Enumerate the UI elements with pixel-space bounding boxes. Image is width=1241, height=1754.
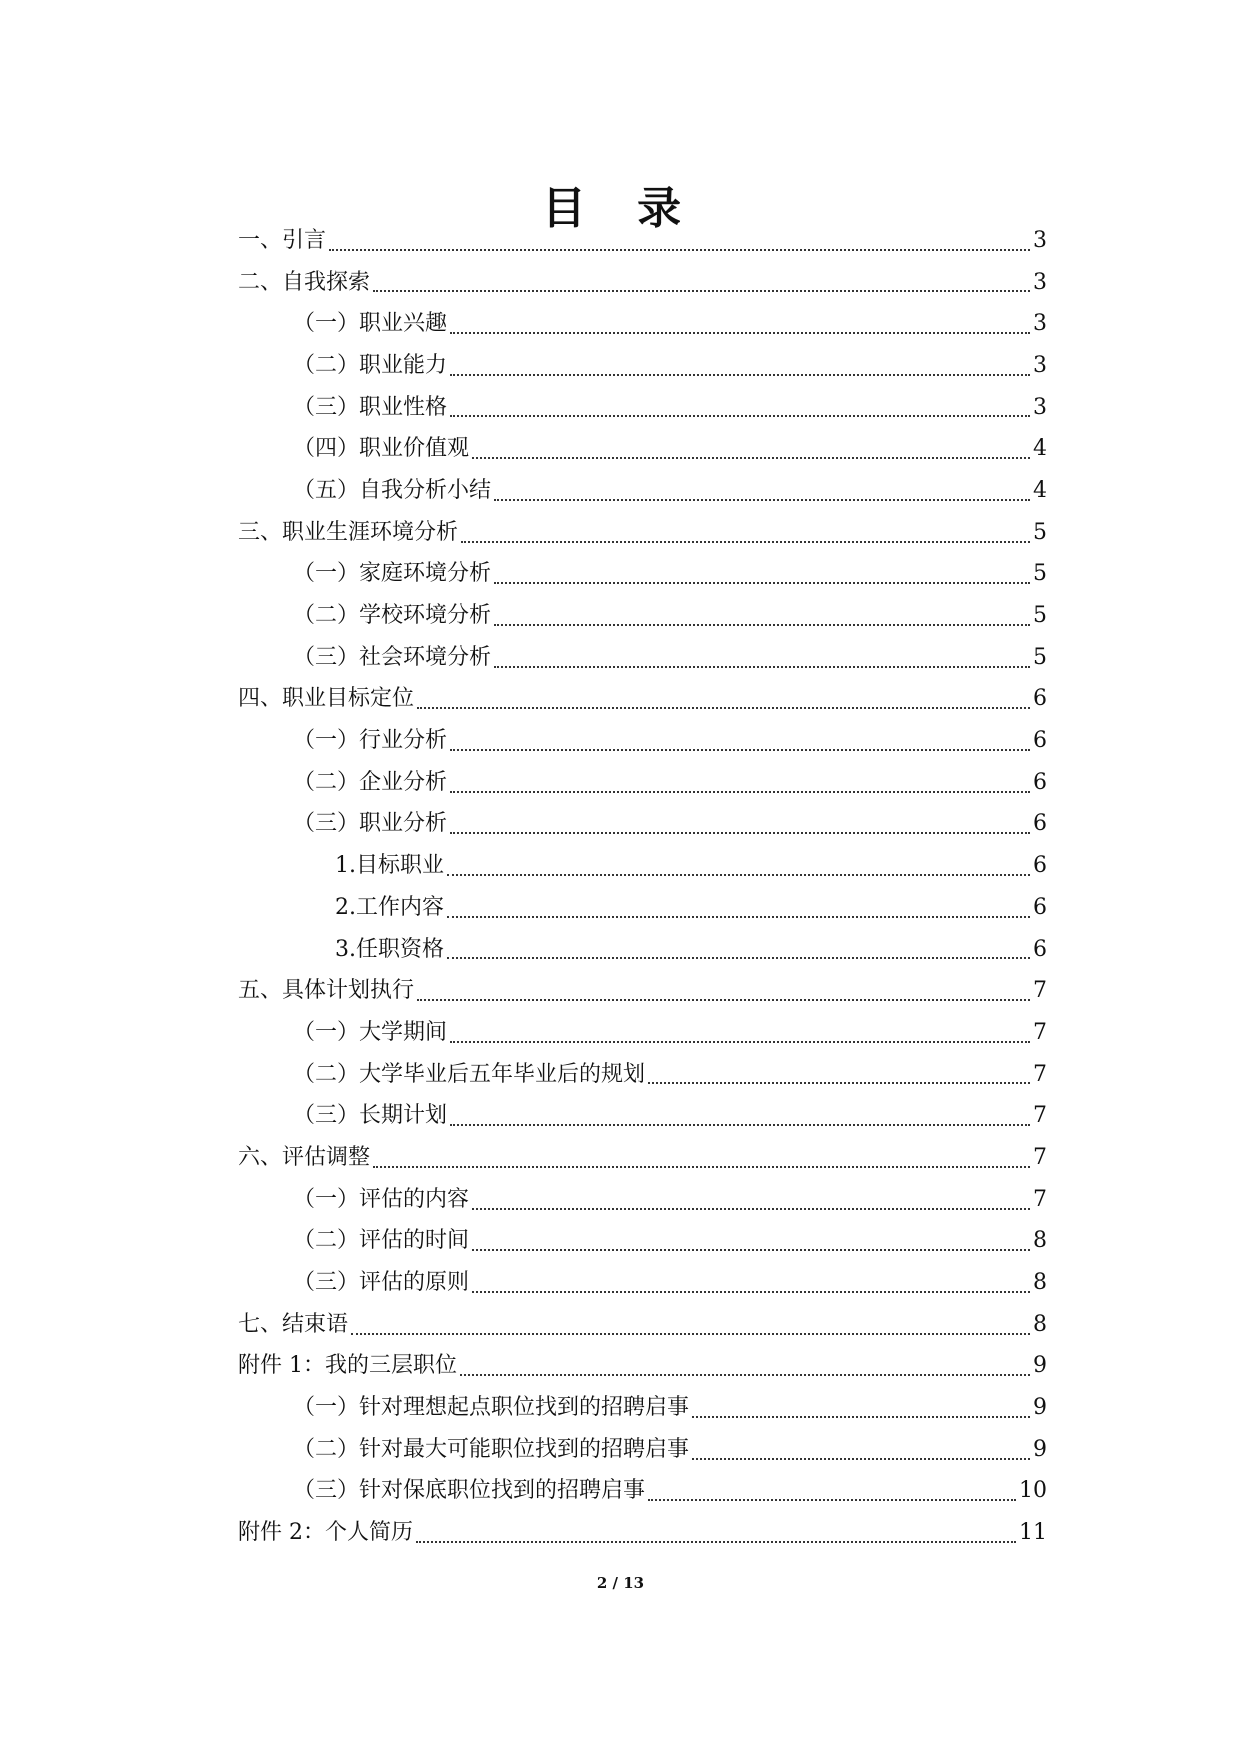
dot-leader: [417, 707, 1030, 709]
toc-entry[interactable]: [238, 1346, 1047, 1388]
toc-entry-page-number: 6: [1033, 769, 1047, 795]
toc-entry-page-number: 8: [1033, 1311, 1047, 1337]
toc-entry-page-number: 5: [1033, 644, 1047, 670]
dot-leader: [450, 791, 1030, 793]
toc-entry[interactable]: [238, 1262, 1047, 1304]
toc-entry-title: （四）职业价值观: [293, 436, 470, 462]
toc-entry[interactable]: [238, 1179, 1047, 1221]
dot-leader: [450, 1041, 1030, 1043]
toc-entry-page-number: 5: [1033, 561, 1047, 587]
dot-leader: [494, 582, 1030, 584]
toc-entry-page-number: 3: [1033, 311, 1047, 337]
toc-entry[interactable]: [238, 470, 1047, 512]
toc-entry[interactable]: [238, 428, 1047, 470]
toc-entry-page-number: 3: [1033, 227, 1047, 253]
toc-entry-page-number: 9: [1033, 1353, 1047, 1379]
dot-leader: [450, 749, 1030, 751]
dot-leader: [450, 332, 1030, 334]
toc-entry-title: （一）家庭环境分析: [293, 561, 492, 587]
toc-entry-page-number: 4: [1033, 477, 1047, 503]
toc-entry[interactable]: [238, 1304, 1047, 1346]
dot-leader: [494, 624, 1030, 626]
toc-entry-title: （五）自我分析小结: [293, 477, 492, 503]
toc-entry[interactable]: [238, 1012, 1047, 1054]
toc-entry-title: （二）大学毕业后五年毕业后的规划: [293, 1061, 646, 1087]
toc-entry[interactable]: [238, 512, 1047, 554]
dot-leader: [472, 1291, 1030, 1293]
table-of-contents: [238, 220, 1047, 1554]
toc-entry-title: （二）学校环境分析: [293, 603, 492, 629]
dot-leader: [648, 1499, 1016, 1501]
toc-entry[interactable]: [238, 804, 1047, 846]
toc-entry[interactable]: [238, 845, 1047, 887]
toc-entry-title: 五、具体计划执行: [238, 978, 415, 1004]
page-number-footer: 2 / 13: [596, 1574, 645, 1592]
toc-entry[interactable]: [238, 262, 1047, 304]
toc-entry[interactable]: [238, 554, 1047, 596]
dot-leader: [351, 1333, 1030, 1335]
toc-entry[interactable]: [238, 1095, 1047, 1137]
toc-entry[interactable]: [238, 595, 1047, 637]
toc-entry-title: （三）社会环境分析: [293, 644, 492, 670]
toc-entry-title: 附件 1：我的三层职位: [238, 1353, 457, 1379]
dot-leader: [373, 1166, 1030, 1168]
toc-entry[interactable]: [238, 637, 1047, 679]
toc-entry-page-number: 7: [1033, 1019, 1047, 1045]
toc-entry-title: （二）评估的时间: [293, 1228, 470, 1254]
toc-entry-title: （三）评估的原则: [293, 1270, 470, 1296]
dot-leader: [447, 957, 1030, 959]
toc-entry-title: 2.工作内容: [335, 894, 444, 920]
toc-entry[interactable]: [238, 720, 1047, 762]
dot-leader: [494, 666, 1030, 668]
toc-entry-page-number: 6: [1033, 686, 1047, 712]
toc-entry-page-number: 11: [1019, 1520, 1047, 1546]
toc-entry[interactable]: [238, 1387, 1047, 1429]
toc-entry-page-number: 6: [1033, 936, 1047, 962]
toc-entry-title: 三、职业生涯环境分析: [238, 519, 459, 545]
toc-entry-title: （三）针对保底职位找到的招聘启事: [293, 1478, 646, 1504]
dot-leader: [472, 457, 1030, 459]
toc-entry-page-number: 6: [1033, 811, 1047, 837]
toc-entry-title: （二）职业能力: [293, 352, 448, 378]
dot-leader: [416, 1541, 1016, 1543]
toc-entry[interactable]: [238, 1429, 1047, 1471]
toc-entry[interactable]: [238, 887, 1047, 929]
dot-leader: [460, 1374, 1030, 1376]
toc-entry[interactable]: [238, 220, 1047, 262]
toc-entry-page-number: 8: [1033, 1228, 1047, 1254]
toc-entry-page-number: 9: [1033, 1395, 1047, 1421]
dot-leader: [417, 999, 1030, 1001]
toc-entry-title: （一）评估的内容: [293, 1186, 470, 1212]
toc-entry-title: （三）职业性格: [293, 394, 448, 420]
dot-leader: [373, 290, 1030, 292]
toc-entry-title: 四、职业目标定位: [238, 686, 415, 712]
toc-entry[interactable]: [238, 970, 1047, 1012]
dot-leader: [329, 249, 1030, 251]
dot-leader: [447, 874, 1030, 876]
dot-leader: [692, 1416, 1030, 1418]
toc-entry-title: （三）职业分析: [293, 811, 448, 837]
toc-entry-title: （三）长期计划: [293, 1103, 448, 1129]
toc-entry-page-number: 3: [1033, 352, 1047, 378]
toc-entry-page-number: 3: [1033, 269, 1047, 295]
toc-entry-title: 一、引言: [238, 227, 327, 253]
toc-entry-page-number: 6: [1033, 728, 1047, 754]
dot-leader: [692, 1458, 1030, 1460]
toc-entry-title: 3.任职资格: [335, 936, 444, 962]
toc-entry-page-number: 4: [1033, 436, 1047, 462]
toc-entry[interactable]: [238, 345, 1047, 387]
toc-entry[interactable]: [238, 1221, 1047, 1263]
toc-entry-title: 六、评估调整: [238, 1144, 371, 1170]
toc-entry[interactable]: [238, 1137, 1047, 1179]
toc-entry-title: （一）针对理想起点职位找到的招聘启事: [293, 1395, 690, 1421]
toc-entry-title: 1.目标职业: [335, 853, 444, 879]
dot-leader: [461, 541, 1030, 543]
toc-entry-page-number: 9: [1033, 1436, 1047, 1462]
toc-title: 目 录: [541, 183, 700, 235]
toc-entry-page-number: 10: [1019, 1478, 1047, 1504]
toc-entry[interactable]: [238, 387, 1047, 429]
toc-entry[interactable]: [238, 1512, 1047, 1554]
toc-entry-title: 附件 2：个人简历: [238, 1520, 413, 1546]
dot-leader: [447, 916, 1030, 918]
toc-entry-page-number: 5: [1033, 603, 1047, 629]
toc-entry-title: （二）针对最大可能职位找到的招聘启事: [293, 1436, 690, 1462]
toc-entry[interactable]: [238, 762, 1047, 804]
dot-leader: [450, 1124, 1030, 1126]
toc-entry-page-number: 7: [1033, 1103, 1047, 1129]
toc-entry-page-number: 6: [1033, 894, 1047, 920]
toc-entry[interactable]: [238, 303, 1047, 345]
toc-entry[interactable]: [238, 679, 1047, 721]
toc-entry-title: （一）职业兴趣: [293, 311, 448, 337]
toc-entry-page-number: 7: [1033, 1186, 1047, 1212]
toc-entry-title: 二、自我探索: [238, 269, 371, 295]
toc-entry-title: 七、结束语: [238, 1311, 349, 1337]
toc-entry-page-number: 7: [1033, 1144, 1047, 1170]
toc-entry-page-number: 6: [1033, 853, 1047, 879]
dot-leader: [450, 374, 1030, 376]
toc-entry-page-number: 5: [1033, 519, 1047, 545]
dot-leader: [648, 1082, 1030, 1084]
toc-entry-page-number: 7: [1033, 978, 1047, 1004]
toc-entry-title: （一）大学期间: [293, 1019, 448, 1045]
toc-entry[interactable]: [238, 1054, 1047, 1096]
dot-leader: [450, 832, 1030, 834]
toc-entry[interactable]: [238, 1471, 1047, 1513]
dot-leader: [494, 499, 1030, 501]
toc-entry-page-number: 8: [1033, 1270, 1047, 1296]
dot-leader: [450, 415, 1030, 417]
toc-entry-page-number: 7: [1033, 1061, 1047, 1087]
toc-entry[interactable]: [238, 929, 1047, 971]
toc-entry-title: （一）行业分析: [293, 728, 448, 754]
toc-entry-title: （二）企业分析: [293, 769, 448, 795]
dot-leader: [472, 1249, 1030, 1251]
toc-entry-page-number: 3: [1033, 394, 1047, 420]
dot-leader: [472, 1208, 1030, 1210]
